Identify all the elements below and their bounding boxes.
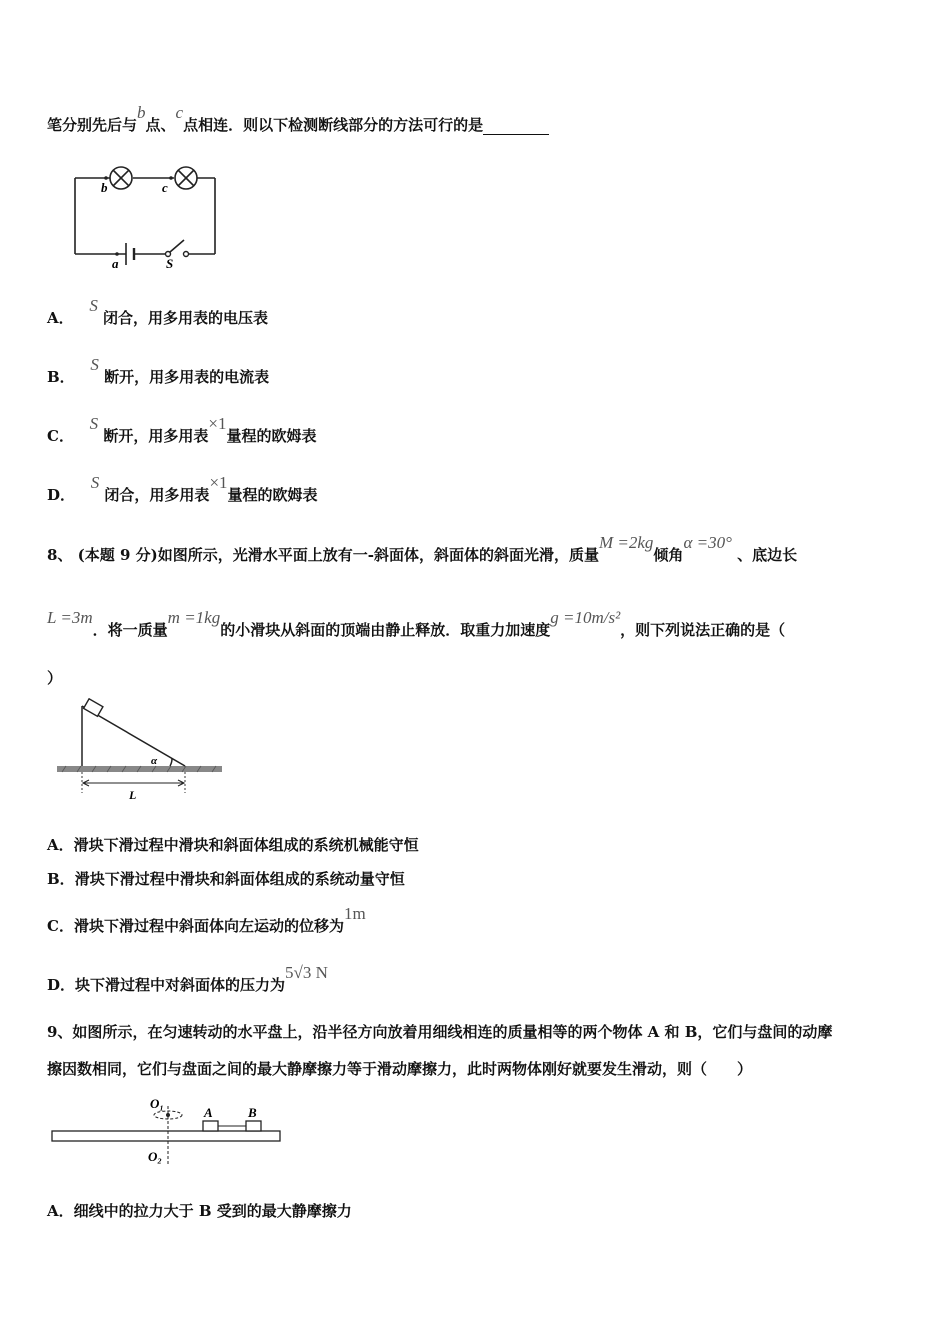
q7-option-c[interactable] [47, 414, 317, 446]
block-a [203, 1121, 218, 1131]
option-text: 断开，用多用表 [103, 427, 209, 445]
option-key: C． [47, 427, 74, 445]
slider-block-icon [84, 699, 103, 717]
label-c: c [162, 180, 168, 195]
label-o2: O₂ [148, 1149, 162, 1164]
circuit-diagram [70, 160, 245, 275]
option-key: C． [47, 917, 74, 935]
q8-text3: 、底边长 [737, 546, 798, 564]
option-text: 细线中的拉力大于 B 受到的最大静摩擦力 [73, 1202, 352, 1220]
incline-diagram [52, 698, 232, 806]
option-symbol: S [89, 414, 99, 433]
q8-number: 8、 [47, 546, 73, 564]
label-alpha: α [151, 755, 158, 767]
q8-option-b[interactable] [47, 869, 405, 889]
q8-text1: 如图所示，光滑水平面上放有一-斜面体，斜面体的斜面光滑，质量 [157, 546, 599, 564]
option-tail: 量程的欧姆表 [226, 427, 317, 445]
q7-option-b[interactable] [47, 355, 270, 387]
q8-angle: α =30° [683, 533, 732, 552]
q7-point-c: c [175, 103, 184, 122]
q9-text2: 擦因数相同，它们与盘面之间的最大静摩擦力等于滑动摩擦力，此时两物体刚好就要发生滑动，则（ ） [47, 1060, 753, 1078]
option-key: A． [47, 309, 74, 327]
option-key: B． [47, 368, 75, 386]
q8-stem-line1 [47, 533, 798, 565]
q8-stem-line2 [47, 608, 786, 640]
q8-text6: ，则下列说法正确的是（ [620, 621, 786, 639]
option-math: ×1 [209, 473, 228, 492]
option-symbol: S [90, 355, 99, 374]
q8-option-a[interactable] [47, 835, 419, 855]
turntable-diagram [50, 1092, 285, 1167]
q8-option-d[interactable] [47, 963, 328, 995]
lamp-icon [110, 167, 132, 189]
block-b [246, 1121, 261, 1131]
label-a: A [204, 1105, 213, 1120]
label-o1: O₁ [150, 1096, 164, 1111]
q8-stem-close [47, 668, 62, 688]
q8-mass-M: M =2kg [598, 533, 654, 552]
option-symbol: S [89, 296, 98, 315]
lamp-icon [175, 167, 197, 189]
q7-option-d[interactable] [47, 473, 318, 505]
q7-point-b: b [137, 103, 146, 122]
option-math: 5√3 N [285, 963, 328, 982]
label-b: b [101, 180, 108, 195]
q8-gravity: g =10m/s² [550, 608, 621, 627]
option-text: 断开，用多用表的电流表 [104, 368, 270, 386]
q9-stem-line1 [47, 1022, 832, 1042]
option-text: 滑块下滑过程中斜面体向左运动的位移为 [73, 917, 344, 935]
q9-stem-line2 [47, 1059, 752, 1079]
q8-length-L: L =3m [47, 608, 93, 627]
q7-stem-prefix: 笔分别先后与 [47, 116, 138, 134]
option-text: 闭合，用多用表的电压表 [103, 309, 269, 327]
q8-option-c[interactable] [47, 904, 366, 936]
option-text: 块下滑过程中对斜面体的压力为 [75, 976, 286, 994]
option-key: D． [47, 486, 76, 504]
q8-text2: 倾角 [653, 546, 684, 564]
q7-stem [47, 103, 549, 135]
option-symbol: S [90, 473, 100, 492]
option-key: A． [47, 836, 74, 854]
q7-option-a[interactable] [47, 296, 269, 328]
label-L: L [129, 788, 137, 802]
option-key: B． [47, 870, 75, 888]
q9-text1: 9、如图所示，在匀速转动的水平盘上，沿半径方向放着用细线相连的质量相等的两个物体 A 和 B，它们与盘间的动摩 [47, 1023, 833, 1041]
option-math: ×1 [208, 414, 227, 433]
option-key: A． [47, 1202, 74, 1220]
q7-stem-mid1: 点、 [145, 116, 176, 134]
label-b: B [248, 1105, 257, 1120]
option-tail: 量程的欧姆表 [227, 486, 318, 504]
q7-stem-mid2: 点相连．则以下检测断线部分的方法可行的是 [183, 116, 484, 134]
q9-option-a[interactable] [47, 1201, 352, 1221]
q8-mass-m: m =1kg [167, 608, 221, 627]
option-text: 滑块下滑过程中滑块和斜面体组成的系统机械能守恒 [73, 836, 419, 854]
label-s: S [166, 256, 174, 271]
option-math: 1m [343, 904, 366, 923]
answer-blank[interactable] [483, 118, 549, 135]
option-text: 滑块下滑过程中滑块和斜面体组成的系统动量守恒 [74, 870, 405, 888]
q8-close-paren: ） [47, 669, 63, 687]
q8-text5: 的小滑块从斜面的顶端由静止释放．取重力加速度 [220, 621, 551, 639]
option-key: D． [47, 976, 76, 994]
label-a: a [112, 256, 119, 271]
option-text: 闭合，用多用表 [104, 486, 210, 504]
q8-score: (本题 9 分) [77, 546, 158, 564]
q8-text4: ．将一质量 [92, 621, 168, 639]
